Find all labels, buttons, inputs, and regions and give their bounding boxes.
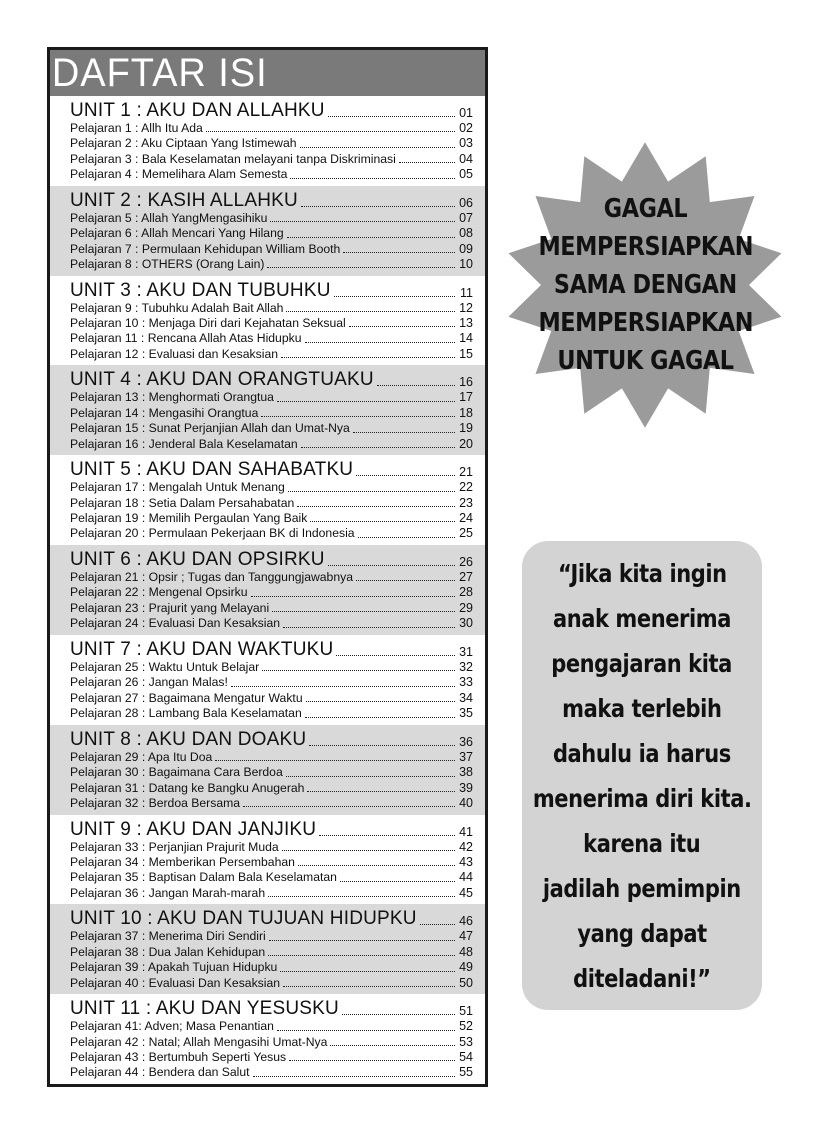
page-number: 29 <box>459 600 473 615</box>
dot-leader <box>269 940 455 941</box>
page-number: 48 <box>459 944 473 959</box>
page-number: 44 <box>459 870 473 885</box>
unit-block <box>50 545 485 635</box>
unit-block <box>50 455 485 545</box>
lesson-entry <box>70 390 473 405</box>
lesson-entry <box>70 796 473 811</box>
lesson-title: Pelajaran 3 : Bala Keselamatan melayani tanpa Diskriminasi <box>70 151 396 166</box>
lesson-entry <box>70 765 473 780</box>
unit-block <box>50 276 485 366</box>
star-callout-line: MEMPERSIAPKAN <box>538 232 753 262</box>
page-number: 08 <box>459 226 473 241</box>
star-callout-line: SAMA DENGAN <box>554 270 737 300</box>
lesson-entry <box>70 870 473 885</box>
unit-title: UNIT 7 : AKU DAN WAKTUKU <box>70 638 334 660</box>
page-number: 30 <box>459 616 473 631</box>
dot-leader <box>309 745 455 746</box>
lesson-title: Pelajaran 33 : Perjanjian Prajurit Muda <box>70 839 279 854</box>
dot-leader <box>356 580 455 581</box>
page-number: 12 <box>459 300 473 315</box>
page-number: 45 <box>459 885 473 900</box>
lesson-title: Pelajaran 17 : Mengalah Untuk Menang <box>70 480 285 495</box>
lesson-title: Pelajaran 41: Adven; Masa Penantian <box>70 1019 274 1034</box>
unit-block <box>50 635 485 725</box>
page-number: 26 <box>459 555 473 570</box>
lesson-entry <box>70 840 473 855</box>
page-number: 40 <box>459 795 473 810</box>
page-number: 04 <box>459 151 473 166</box>
lesson-title: Pelajaran 4 : Memelihara Alam Semesta <box>70 167 288 182</box>
page-number: 47 <box>459 929 473 944</box>
unit-heading <box>70 100 473 121</box>
lesson-title: Pelajaran 13 : Menghormati Orangtua <box>70 390 274 405</box>
star-callout-line: UNTUK GAGAL <box>557 346 734 376</box>
lesson-entry <box>70 1065 473 1080</box>
table-of-contents <box>47 47 488 1087</box>
unit-title: UNIT 2 : KASIH ALLAHKU <box>70 189 298 211</box>
toc-title: DAFTAR ISI <box>51 51 268 95</box>
lesson-title: Pelajaran 1 : Allh Itu Ada <box>70 121 203 135</box>
lesson-entry <box>70 585 473 600</box>
lesson-entry <box>70 211 473 226</box>
page-number: 50 <box>459 975 473 990</box>
lesson-title: Pelajaran 14 : Mengasihi Orangtua <box>70 405 259 420</box>
page-number: 11 <box>460 285 473 300</box>
dot-leader <box>330 1045 455 1046</box>
dot-leader <box>206 131 455 132</box>
lesson-entry <box>70 1019 473 1034</box>
page-number: 33 <box>459 675 473 690</box>
lesson-title: Pelajaran 39 : Apakah Tujuan Hidupku <box>70 960 278 975</box>
lesson-entry <box>70 152 473 167</box>
lesson-entry <box>70 675 473 690</box>
lesson-entry <box>70 886 473 901</box>
lesson-entry <box>70 242 473 257</box>
unit-heading <box>70 280 473 301</box>
lesson-title: Pelajaran 8 : OTHERS (Orang Lain) <box>70 257 265 272</box>
dot-leader <box>280 971 455 972</box>
dot-leader <box>253 1076 455 1077</box>
page-number: 18 <box>459 405 473 420</box>
unit-heading <box>70 190 473 211</box>
unit-heading <box>70 819 473 840</box>
page-number: 34 <box>459 690 473 705</box>
unit-block <box>50 186 485 276</box>
lesson-entry <box>70 660 473 675</box>
page-number: 02 <box>459 121 473 135</box>
dot-leader <box>243 806 455 807</box>
lesson-entry <box>70 121 473 136</box>
page-number: 06 <box>459 195 473 210</box>
lesson-entry <box>70 601 473 616</box>
page-number: 16 <box>459 375 473 390</box>
page-number: 49 <box>459 960 473 975</box>
page-number: 15 <box>459 346 473 361</box>
dot-leader <box>262 670 455 671</box>
lesson-entry <box>70 960 473 975</box>
dot-leader <box>281 357 455 358</box>
page-number: 32 <box>459 659 473 674</box>
page-number: 17 <box>459 390 473 405</box>
lesson-entry <box>70 136 473 151</box>
lesson-title: Pelajaran 11 : Rencana Allah Atas Hidupku <box>70 331 302 346</box>
dot-leader <box>342 1014 455 1015</box>
lesson-title: Pelajaran 12 : Evaluasi dan Kesaksian <box>70 346 278 361</box>
unit-heading <box>70 549 473 570</box>
star-callout-line: GAGAL <box>603 194 688 224</box>
lesson-entry <box>70 167 473 182</box>
lesson-entry <box>70 706 473 721</box>
lesson-entry <box>70 1035 473 1050</box>
unit-block <box>50 815 485 905</box>
unit-title: UNIT 3 : AKU DAN TUBUHKU <box>70 279 331 301</box>
page-number: 13 <box>459 316 473 331</box>
dot-leader <box>310 521 455 522</box>
lesson-title: Pelajaran 42 : Natal; Allah Mengasihi Umat-Nya <box>70 1034 328 1049</box>
quote-line: menerima diri kita. <box>532 783 752 813</box>
page-number: 51 <box>459 1004 473 1019</box>
lesson-title: Pelajaran 32 : Berdoa Bersama <box>70 795 241 810</box>
lesson-title: Pelajaran 19 : Memilih Pergaulan Yang Baik <box>70 511 308 526</box>
lesson-title: Pelajaran 36 : Jangan Marah-marah <box>70 885 266 900</box>
lesson-entry <box>70 226 473 241</box>
lesson-title: Pelajaran 9 : Tubuhku Adalah Bait Allah <box>70 300 284 315</box>
lesson-entry <box>70 511 473 526</box>
dot-leader <box>306 701 455 702</box>
unit-title: UNIT 5 : AKU DAN SAHABATKU <box>70 459 354 481</box>
dot-leader <box>272 611 455 612</box>
lesson-title: Pelajaran 10 : Menjaga Diri dari Kejahatan Seksual <box>70 316 346 331</box>
page-number: 10 <box>459 257 473 272</box>
lesson-title: Pelajaran 23 : Prajurit yang Melayani <box>70 600 270 615</box>
lesson-title: Pelajaran 5 : Allah YangMengasihiku <box>70 210 268 225</box>
page-number: 31 <box>459 644 473 659</box>
star-callout-line: MEMPERSIAPKAN <box>538 308 753 338</box>
quote-line: “Jika kita ingin <box>557 558 727 588</box>
lesson-entry <box>70 781 473 796</box>
lesson-entry <box>70 1050 473 1065</box>
unit-title: UNIT 1 : AKU DAN ALLAHKU <box>70 100 325 121</box>
toc-body <box>50 96 485 1084</box>
dot-leader <box>300 147 455 148</box>
dot-leader <box>215 760 455 761</box>
page-number: 22 <box>459 480 473 495</box>
lesson-title: Pelajaran 34 : Memberikan Persembahan <box>70 854 295 869</box>
dot-leader <box>231 686 455 687</box>
page-number: 14 <box>459 331 473 346</box>
dot-leader <box>358 537 455 538</box>
dot-leader <box>343 252 455 253</box>
dot-leader <box>328 565 455 566</box>
dot-leader <box>336 655 455 656</box>
quote-line: maka terlebih <box>562 693 722 723</box>
page-number: 53 <box>459 1034 473 1049</box>
dot-leader <box>283 986 455 987</box>
quote-line: diteladani!” <box>573 963 711 993</box>
dot-leader <box>282 850 455 851</box>
dot-leader <box>267 267 455 268</box>
unit-heading <box>70 369 473 390</box>
page-number: 41 <box>459 824 473 839</box>
lesson-entry <box>70 480 473 495</box>
dot-leader <box>328 116 455 117</box>
lesson-entry <box>70 929 473 944</box>
lesson-title: Pelajaran 21 : Opsir ; Tugas dan Tanggungjawabnya <box>70 570 353 585</box>
lesson-entry <box>70 945 473 960</box>
lesson-title: Pelajaran 20 : Permulaan Pekerjaan BK di Indonesia <box>70 526 355 541</box>
dot-leader <box>251 596 456 597</box>
lesson-title: Pelajaran 18 : Setia Dalam Persahabatan <box>70 495 295 510</box>
toc-header <box>50 50 485 96</box>
dot-leader <box>268 955 455 956</box>
star-callout-text <box>508 140 783 430</box>
dot-leader <box>356 475 455 476</box>
page-number: 03 <box>459 136 473 151</box>
page-number: 35 <box>459 706 473 721</box>
lesson-title: Pelajaran 7 : Permulaan Kehidupan William Booth <box>70 241 341 256</box>
dot-leader <box>270 221 455 222</box>
unit-block <box>50 96 485 186</box>
unit-heading <box>70 908 473 929</box>
lesson-entry <box>70 496 473 511</box>
dot-leader <box>261 416 455 417</box>
quote-line: pengajaran kita <box>551 648 733 678</box>
unit-title: UNIT 10 : AKU DAN TUJUAN HIDUPKU <box>70 908 417 930</box>
page-number: 38 <box>459 765 473 780</box>
dot-leader <box>268 896 455 897</box>
dot-leader <box>283 627 455 628</box>
lesson-entry <box>70 316 473 331</box>
unit-heading <box>70 729 473 750</box>
page-number: 21 <box>459 465 473 480</box>
dot-leader <box>289 1060 455 1061</box>
lesson-title: Pelajaran 25 : Waktu Untuk Belajar <box>70 659 260 674</box>
lesson-title: Pelajaran 37 : Menerima Diri Sendiri <box>70 929 266 944</box>
lesson-title: Pelajaran 24 : Evaluasi Dan Kesaksian <box>70 616 281 631</box>
unit-block <box>50 365 485 455</box>
lesson-entry <box>70 437 473 452</box>
lesson-title: Pelajaran 29 : Apa Itu Doa <box>70 749 213 764</box>
page-number: 54 <box>459 1049 473 1064</box>
dot-leader <box>298 865 455 866</box>
star-callout <box>508 140 783 430</box>
dot-leader <box>399 162 455 163</box>
lesson-title: Pelajaran 40 : Evaluasi Dan Kesaksian <box>70 975 281 990</box>
dot-leader <box>377 385 455 386</box>
unit-block <box>50 994 485 1084</box>
dot-leader <box>286 311 455 312</box>
lesson-entry <box>70 750 473 765</box>
page-number: 07 <box>459 210 473 225</box>
lesson-entry <box>70 526 473 541</box>
unit-title: UNIT 4 : AKU DAN ORANGTUAKU <box>70 369 374 391</box>
quote-line: karena itu <box>583 828 701 858</box>
dot-leader <box>340 881 455 882</box>
dot-leader <box>334 296 455 297</box>
lesson-title: Pelajaran 22 : Mengenal Opsirku <box>70 585 248 600</box>
page-number: 52 <box>459 1019 473 1034</box>
lesson-title: Pelajaran 38 : Dua Jalan Kehidupan <box>70 944 266 959</box>
lesson-title: Pelajaran 26 : Jangan Malas! <box>70 675 228 690</box>
dot-leader <box>301 447 455 448</box>
page-number: 43 <box>459 854 473 869</box>
page-number: 05 <box>459 167 473 182</box>
dot-leader <box>297 506 455 507</box>
dot-leader <box>277 401 455 402</box>
lesson-entry <box>70 616 473 631</box>
lesson-title: Pelajaran 30 : Bagaimana Cara Berdoa <box>70 765 283 780</box>
dot-leader <box>319 835 455 836</box>
page-number: 19 <box>459 421 473 436</box>
dot-leader <box>277 1030 455 1031</box>
lesson-title: Pelajaran 6 : Allah Mencari Yang Hilang <box>70 226 284 241</box>
page-number: 42 <box>459 839 473 854</box>
lesson-entry <box>70 331 473 346</box>
dot-leader <box>349 326 455 327</box>
lesson-entry <box>70 570 473 585</box>
lesson-title: Pelajaran 15 : Sunat Perjanjian Allah dan Umat-Nya <box>70 421 350 436</box>
lesson-entry <box>70 855 473 870</box>
quote-line: anak menerima <box>552 603 732 633</box>
dot-leader <box>307 791 455 792</box>
lesson-title: Pelajaran 44 : Bendera dan Salut <box>70 1065 250 1080</box>
quote-box <box>522 541 762 1010</box>
page-number: 27 <box>459 570 473 585</box>
lesson-title: Pelajaran 43 : Bertumbuh Seperti Yesus <box>70 1049 287 1064</box>
page-number: 25 <box>459 526 473 541</box>
page-number: 20 <box>459 436 473 451</box>
dot-leader <box>301 206 455 207</box>
unit-title: UNIT 8 : AKU DAN DOAKU <box>70 728 307 750</box>
lesson-entry <box>70 976 473 991</box>
page-number: 46 <box>459 914 473 929</box>
lesson-title: Pelajaran 2 : Aku Ciptaan Yang Istimewah <box>70 136 297 151</box>
lesson-title: Pelajaran 35 : Baptisan Dalam Bala Keselamatan <box>70 870 337 885</box>
lesson-entry <box>70 421 473 436</box>
quote-line: yang dapat <box>577 918 707 948</box>
unit-title: UNIT 11 : AKU DAN YESUSKU <box>70 998 339 1020</box>
dot-leader <box>290 178 455 179</box>
unit-title: UNIT 9 : AKU DAN JANJIKU <box>70 818 317 840</box>
lesson-title: Pelajaran 27 : Bagaimana Mengatur Waktu <box>70 690 303 705</box>
lesson-entry <box>70 691 473 706</box>
page-number: 55 <box>459 1065 473 1080</box>
unit-heading <box>70 639 473 660</box>
page-number: 28 <box>459 585 473 600</box>
unit-block <box>50 904 485 994</box>
page-number: 36 <box>459 734 473 749</box>
lesson-title: Pelajaran 28 : Lambang Bala Keselamatan <box>70 706 302 721</box>
lesson-entry <box>70 257 473 272</box>
page-number: 24 <box>459 511 473 526</box>
dot-leader <box>287 237 455 238</box>
lesson-entry <box>70 406 473 421</box>
dot-leader <box>353 432 455 433</box>
unit-heading <box>70 459 473 480</box>
unit-title: UNIT 6 : AKU DAN OPSIRKU <box>70 549 325 571</box>
lesson-title: Pelajaran 31 : Datang ke Bangku Anugerah <box>70 780 305 795</box>
page-number: 09 <box>459 241 473 256</box>
dot-leader <box>305 342 456 343</box>
dot-leader <box>305 717 455 718</box>
page-number: 23 <box>459 495 473 510</box>
page-number: 37 <box>459 749 473 764</box>
quote-line: jadilah pemimpin <box>543 873 741 903</box>
lesson-entry <box>70 347 473 362</box>
quote-line: dahulu ia harus <box>553 738 731 768</box>
lesson-title: Pelajaran 16 : Jenderal Bala Keselamatan <box>70 436 298 451</box>
unit-block <box>50 725 485 815</box>
page-number: 01 <box>459 106 473 120</box>
dot-leader <box>420 924 455 925</box>
dot-leader <box>286 776 455 777</box>
unit-heading <box>70 998 473 1019</box>
dot-leader <box>288 491 455 492</box>
lesson-entry <box>70 301 473 316</box>
page-number: 39 <box>459 780 473 795</box>
